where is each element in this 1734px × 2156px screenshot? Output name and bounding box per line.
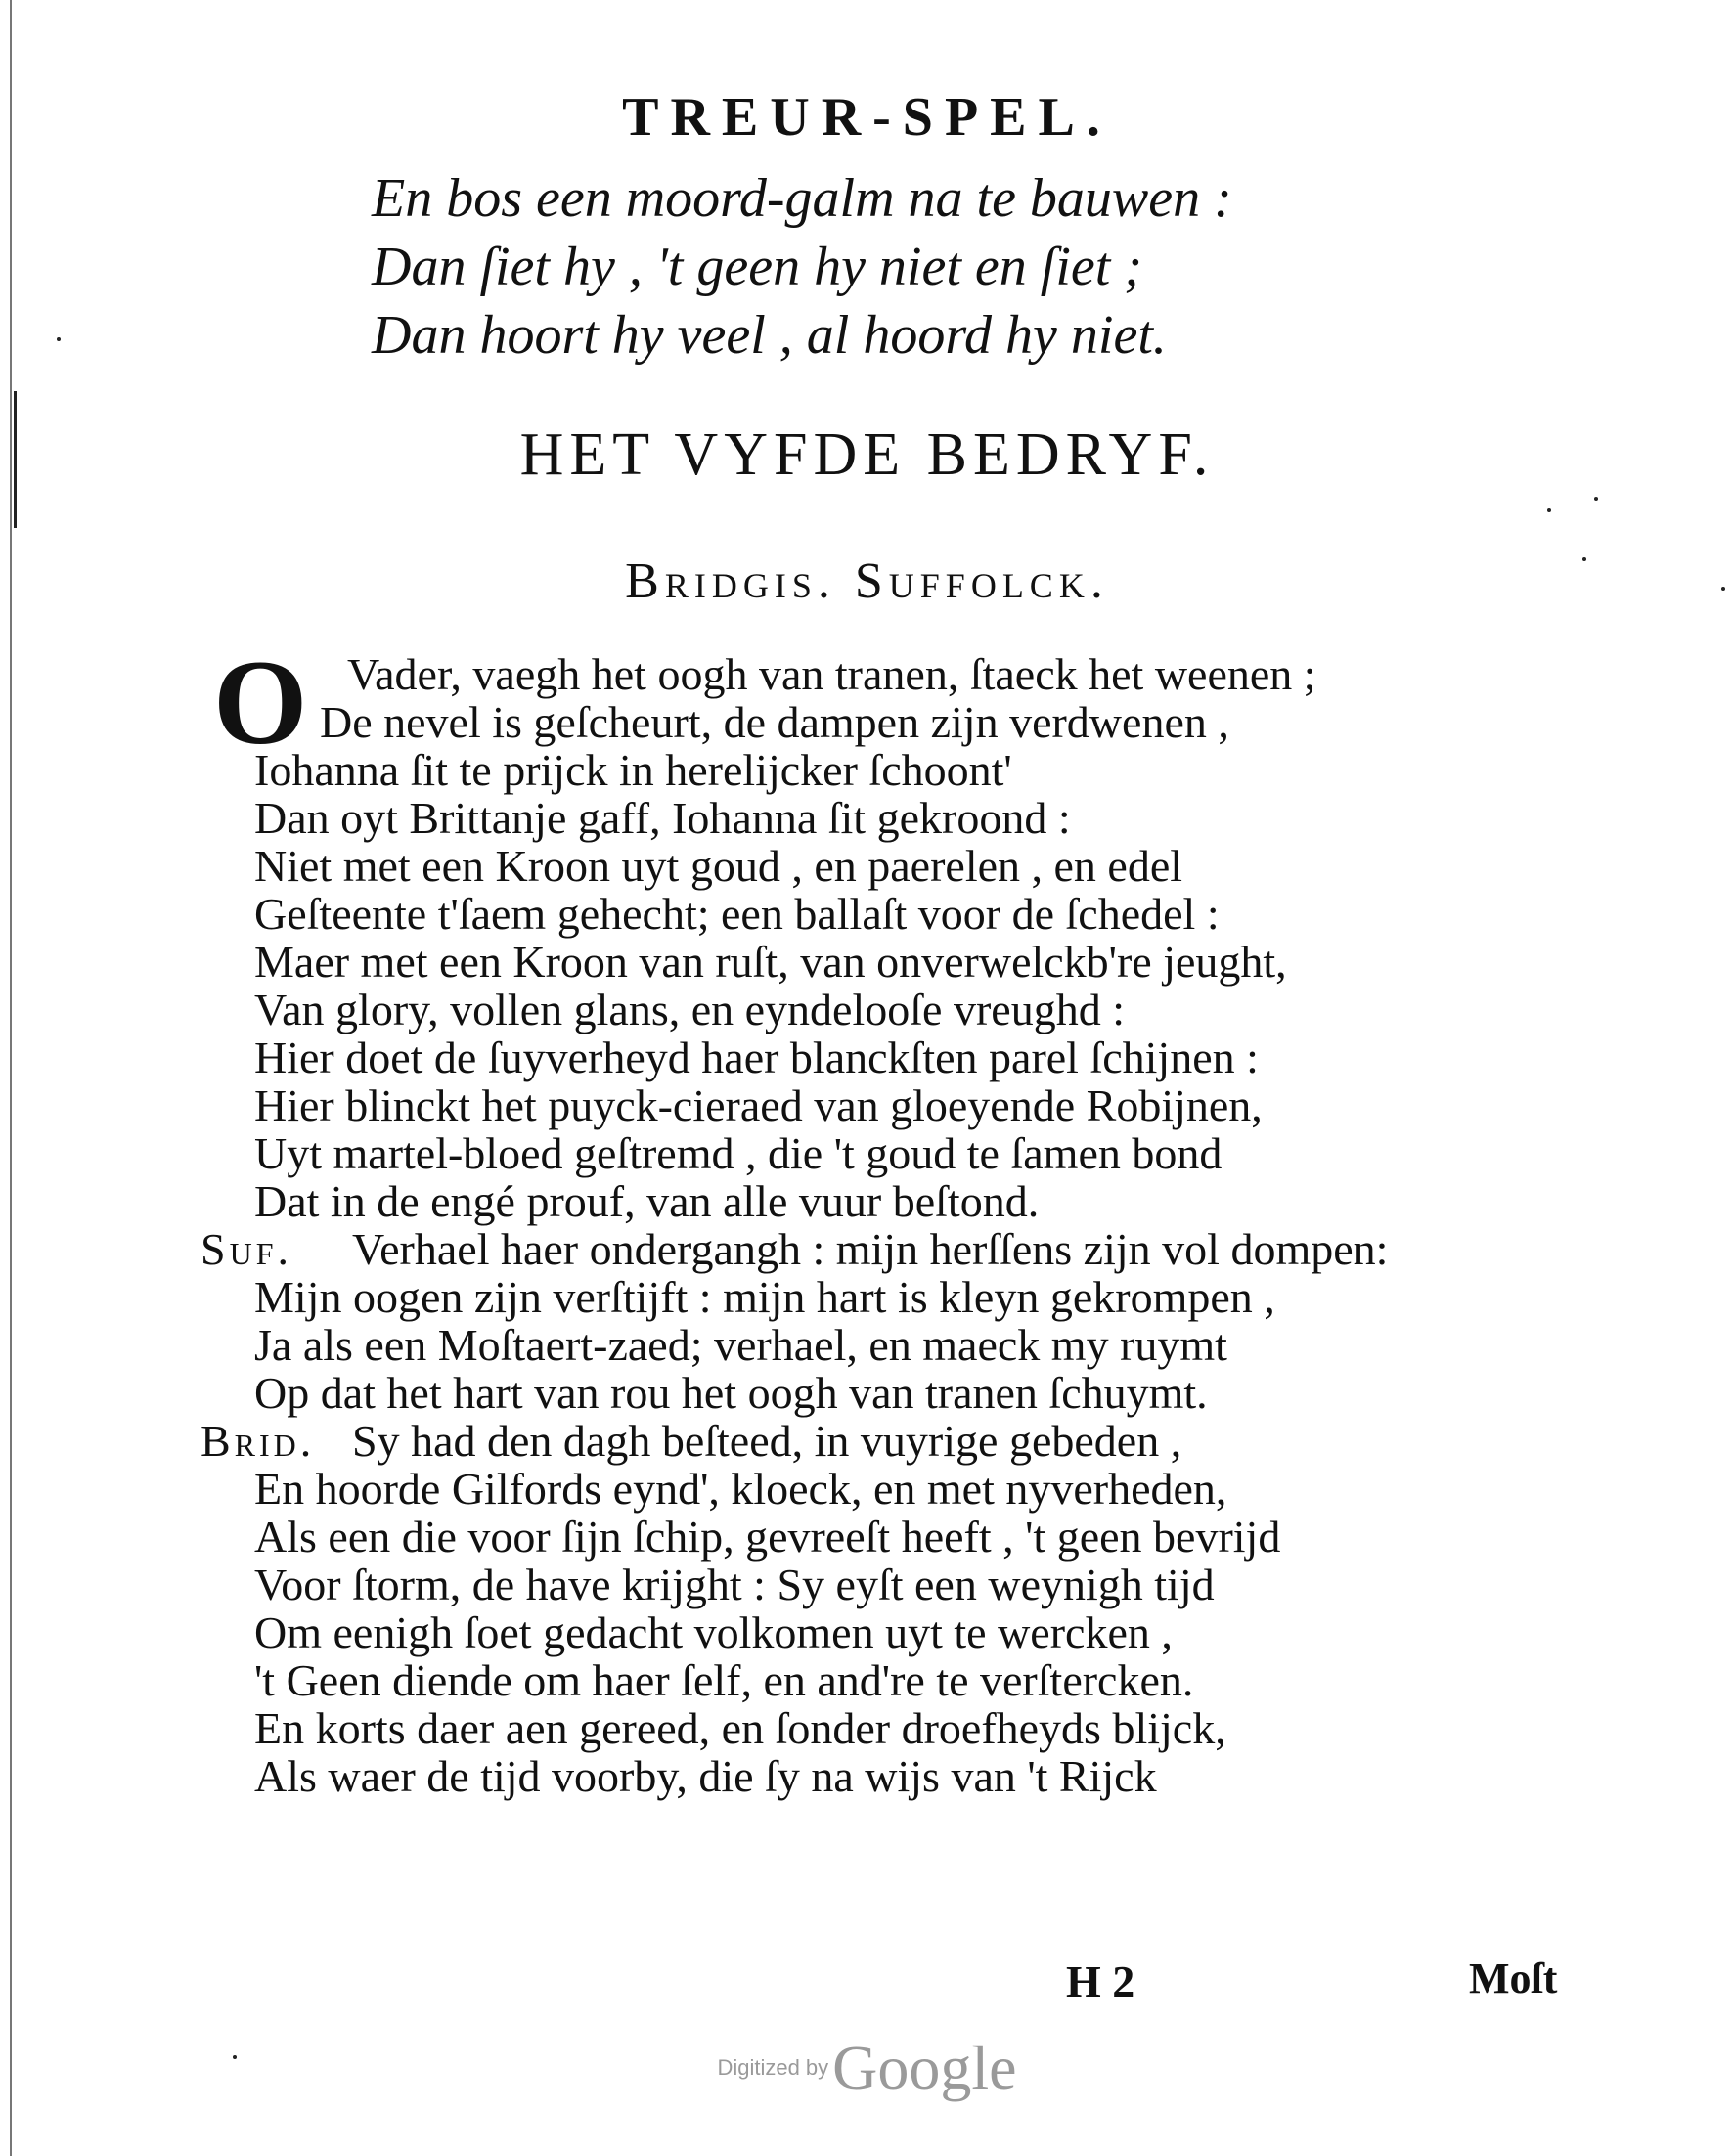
line-text: Maer met een Kroon van ruſt, van onverwelckb're jeught, bbox=[254, 937, 1287, 987]
speaker-label: Brid. bbox=[200, 1416, 316, 1466]
verse-line bbox=[254, 938, 1526, 986]
line-text: Ja als een Moſtaert-zaed; verhael, en maeck my ruymt bbox=[254, 1320, 1227, 1370]
ink-speck bbox=[1582, 557, 1586, 561]
watermark-prefix: Digitized by bbox=[717, 2055, 829, 2080]
verse-line bbox=[254, 1608, 1526, 1656]
verse-line bbox=[254, 1513, 1526, 1561]
act-title: HET VYFDE BEDRYF. bbox=[519, 421, 1215, 488]
catchword: Moſt bbox=[1469, 1955, 1558, 2002]
prelude-verse bbox=[372, 164, 1350, 370]
line-text: Niet met een Kroon uyt goud , en paerelen , en edel bbox=[254, 841, 1183, 891]
speaker-label: Suf. bbox=[200, 1224, 292, 1274]
digitized-watermark bbox=[0, 2032, 1734, 2104]
line-text: Van glory, vollen glans, en eyndelooſe vreughd : bbox=[254, 985, 1125, 1034]
running-head: TREUR-SPEL. bbox=[622, 87, 1112, 148]
line-text: Om eenigh ſoet gedacht volkomen uyt te wercken , bbox=[254, 1607, 1173, 1657]
line-text: Verhael haer ondergangh : mijn herſſens zijn vol dompen: bbox=[352, 1224, 1389, 1274]
prelude-line: Dan ſiet hy , 't geen hy niet en ſiet ; bbox=[372, 237, 1142, 297]
verse-line bbox=[254, 698, 1526, 746]
line-text: Geſteente t'ſaem gehecht; een ballaſt voor de ſchedel : bbox=[254, 889, 1220, 939]
line-text: 't Geen diende om haer ſelf, en and're te verſtercken. bbox=[254, 1655, 1194, 1705]
verse-line bbox=[254, 1321, 1526, 1369]
line-text: Voor ſtorm, de have krijght : Sy eyſt een weynigh tijd bbox=[254, 1560, 1215, 1609]
line-text: Hier doet de ſuyverheyd haer blanckſten parel ſchijnen : bbox=[254, 1033, 1259, 1082]
line-text: En hoorde Gilfords eynd', kloeck, en met nyverheden, bbox=[254, 1464, 1227, 1514]
ink-speck bbox=[1721, 587, 1725, 591]
line-text: Iohanna ſit te prijck in herelijcker ſchoont' bbox=[254, 745, 1012, 795]
ink-speck bbox=[1594, 497, 1598, 501]
line-text: Als waer de tijd voorby, die ſy na wijs van 't Rijck bbox=[254, 1751, 1157, 1801]
verse-line bbox=[254, 746, 1526, 794]
watermark-brand: Google bbox=[832, 2033, 1017, 2102]
verse-line bbox=[200, 1416, 1526, 1466]
scene-speakers: Bridgis. Suffolck. bbox=[625, 553, 1109, 609]
line-text: Als een die voor ſijn ſchip, gevreeſt heeft , 't geen bevrijd bbox=[254, 1512, 1281, 1562]
verse-line bbox=[254, 1656, 1526, 1704]
verse-line bbox=[254, 1034, 1526, 1081]
verse-line bbox=[200, 1224, 1526, 1274]
line-text: De nevel is geſcheurt, de dampen zijn verdwenen , bbox=[320, 697, 1229, 747]
line-text: Vader, vaegh het oogh van tranen, ſtaeck het weenen ; bbox=[347, 649, 1316, 699]
verse-line bbox=[254, 890, 1526, 938]
verse-line bbox=[254, 1081, 1526, 1129]
line-text: Mijn oogen zijn verſtijft : mijn hart is kleyn gekrompen , bbox=[254, 1272, 1275, 1322]
verse-line bbox=[254, 1561, 1526, 1608]
line-text: Uyt martel-bloed geſtremd , die 't goud te ſamen bond bbox=[254, 1128, 1223, 1178]
ink-speck bbox=[57, 337, 61, 341]
line-text: Dan oyt Brittanje gaff, Iohanna ſit gekroond : bbox=[254, 793, 1071, 843]
drop-cap: O bbox=[213, 636, 308, 770]
line-text: Op dat het hart van rou het oogh van tranen ſchuymt. bbox=[254, 1368, 1208, 1418]
verse-line bbox=[254, 986, 1526, 1034]
line-text: Hier blinckt het puyck-cieraed van gloeyende Robijnen, bbox=[254, 1080, 1263, 1130]
verse-body bbox=[200, 636, 1526, 1801]
ink-speck bbox=[1547, 508, 1551, 512]
verse-line bbox=[254, 842, 1526, 890]
verse-line bbox=[254, 1273, 1526, 1321]
page-edge-rule bbox=[10, 0, 12, 2156]
line-text: En korts daer aen gereed, en ſonder droefheyds blijck, bbox=[254, 1703, 1226, 1753]
signature-mark: H 2 bbox=[1066, 1957, 1135, 2006]
verse-line bbox=[254, 1369, 1526, 1417]
verse-line bbox=[254, 1177, 1526, 1225]
prelude-line: Dan hoort hy veel , al hoord hy niet. bbox=[372, 305, 1167, 366]
verse-line bbox=[254, 794, 1526, 842]
verse-line bbox=[254, 1704, 1526, 1752]
verse-line bbox=[254, 1129, 1526, 1177]
line-text: Sy had den dagh beſteed, in vuyrige gebeden , bbox=[352, 1416, 1182, 1466]
verse-line bbox=[254, 1752, 1526, 1800]
prelude-line: En bos een moord-galm na te bauwen : bbox=[372, 168, 1232, 229]
ink-speck bbox=[233, 2055, 237, 2059]
line-text: Dat in de engé prouf, van alle vuur beſtond. bbox=[254, 1176, 1040, 1226]
verse-line bbox=[254, 1465, 1526, 1513]
